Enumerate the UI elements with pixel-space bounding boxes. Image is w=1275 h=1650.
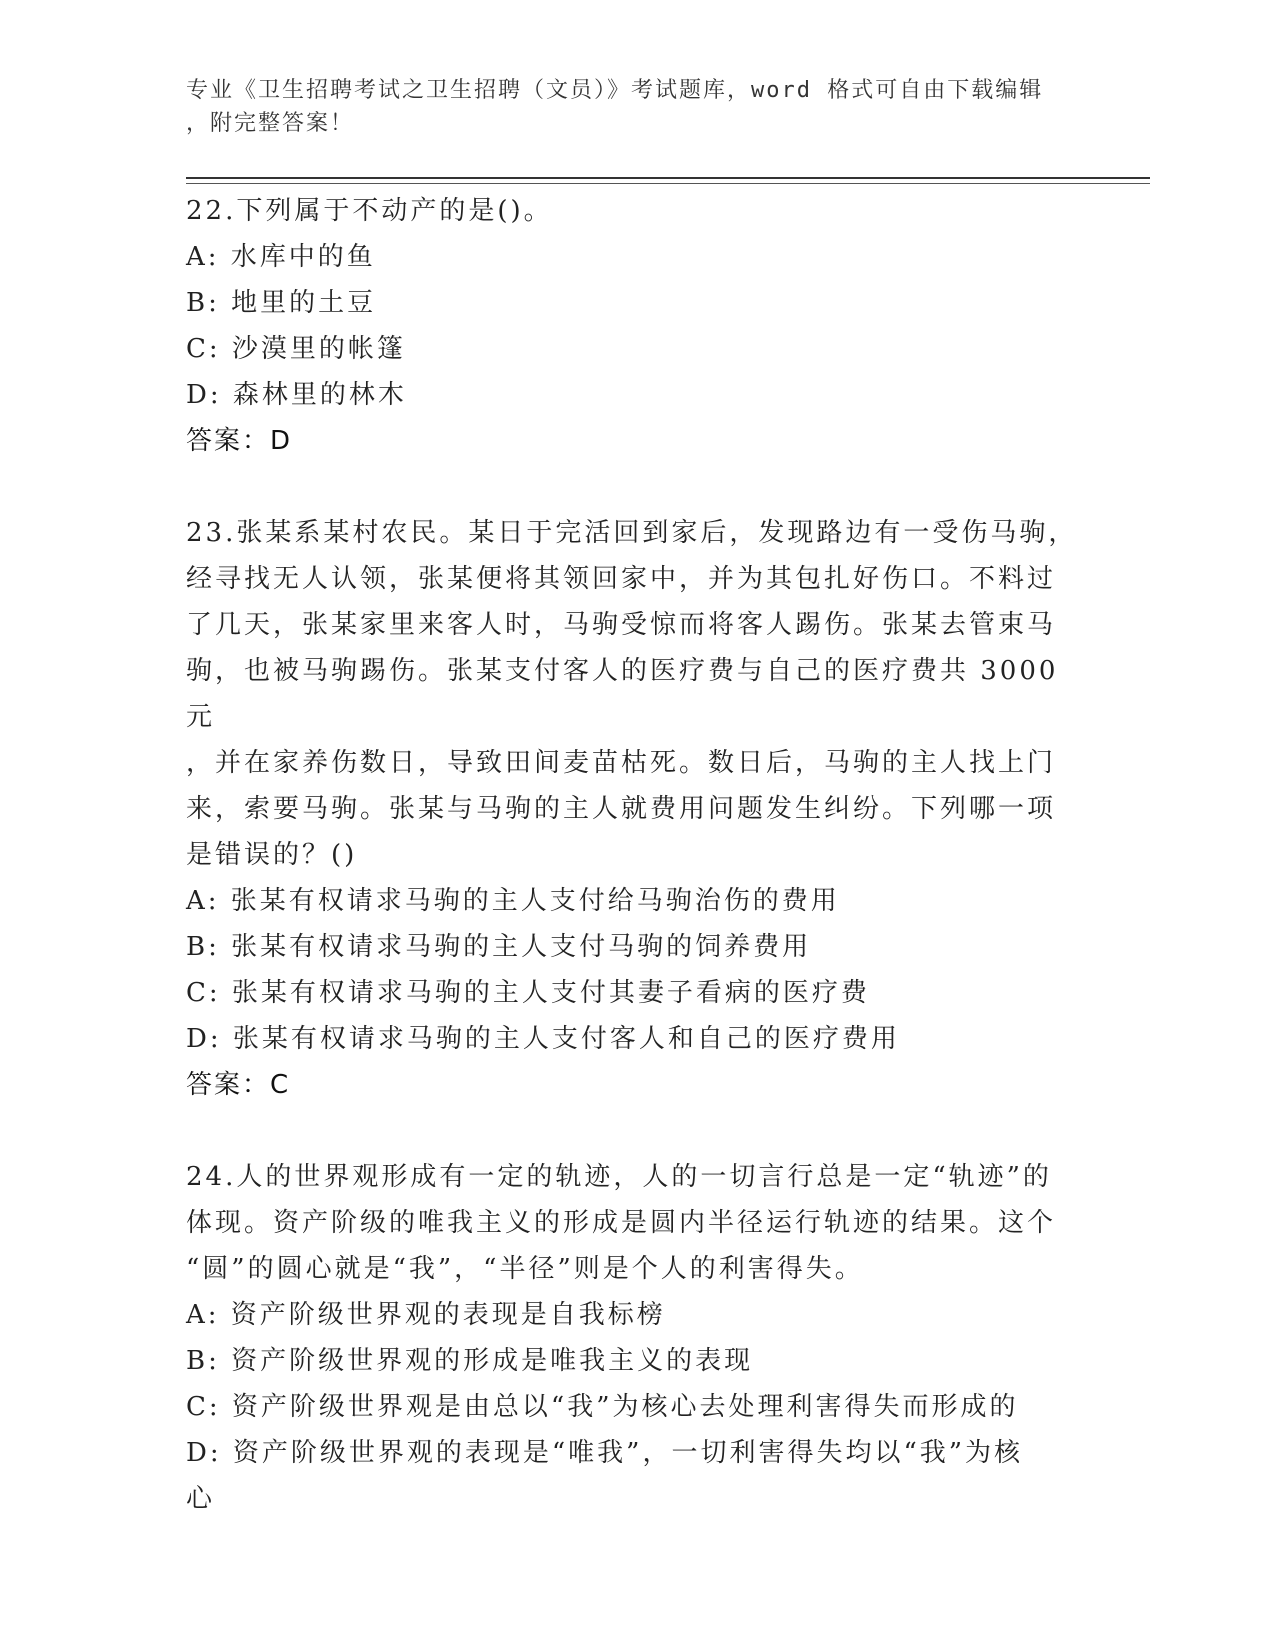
option-c: C: 张某有权请求马驹的主人支付其妻子看病的医疗费 bbox=[186, 978, 870, 1008]
question-22 bbox=[186, 188, 1086, 464]
question-stem-line: 了几天，张某家里来客人时，马驹受惊而将客人踢伤。张某去管束马 bbox=[186, 610, 1057, 640]
answer-text: 答案：C bbox=[186, 1070, 291, 1100]
header-line-2: ，附完整答案！ bbox=[186, 111, 355, 136]
option-b: B: 地里的土豆 bbox=[186, 288, 377, 318]
option-a: A: 资产阶级世界观的表现是自我标榜 bbox=[186, 1300, 666, 1330]
option-b: B: 张某有权请求马驹的主人支付马驹的饲养费用 bbox=[186, 932, 812, 962]
option-d: D: 资产阶级世界观的表现是“唯我”，一切利害得失均以“我”为核 bbox=[186, 1438, 1024, 1468]
option-c: C: 沙漠里的帐篷 bbox=[186, 334, 406, 364]
answer-text: 答案：D bbox=[186, 426, 293, 456]
header-divider-thick bbox=[186, 177, 1150, 179]
spacer bbox=[186, 464, 1086, 510]
option-b: B: 资产阶级世界观的形成是唯我主义的表现 bbox=[186, 1346, 754, 1376]
question-23 bbox=[186, 510, 1086, 1108]
question-stem: 22.下列属于不动产的是()。 bbox=[186, 196, 553, 226]
question-stem-line: 是错误的？() bbox=[186, 840, 358, 870]
question-stem-line: 驹，也被马驹踢伤。张某支付客人的医疗费与自己的医疗费共 3000 元 bbox=[186, 656, 1059, 732]
question-stem-line: ，并在家养伤数日，导致田间麦苗枯死。数日后，马驹的主人找上门 bbox=[186, 748, 1057, 778]
option-a: A: 水库中的鱼 bbox=[186, 242, 376, 272]
question-list bbox=[186, 188, 1086, 1522]
option-d: D: 张某有权请求马驹的主人支付客人和自己的医疗费用 bbox=[186, 1024, 900, 1054]
option-d-continued: 心 bbox=[186, 1484, 216, 1514]
question-stem-line: 24.人的世界观形成有一定的轨迹，人的一切言行总是一定“轨迹”的 bbox=[186, 1162, 1052, 1192]
option-c: C: 资产阶级世界观是由总以“我”为核心去处理利害得失而形成的 bbox=[186, 1392, 1019, 1422]
question-stem-line: 经寻找无人认领，张某便将其领回家中，并为其包扎好伤口。不料过 bbox=[186, 564, 1057, 594]
question-stem-line: 来，索要马驹。张某与马驹的主人就费用问题发生纠纷。下列哪一项 bbox=[186, 794, 1057, 824]
spacer bbox=[186, 1108, 1086, 1154]
option-d: D: 森林里的林木 bbox=[186, 380, 407, 410]
question-stem-line: 体现。资产阶级的唯我主义的形成是圆内半径运行轨迹的结果。这个 bbox=[186, 1208, 1057, 1238]
question-stem-line: 23.张某系某村农民。某日于完活回到家后，发现路边有一受伤马驹， bbox=[186, 518, 1078, 548]
header-line-1: 专业《卫生招聘考试之卫生招聘（文员）》考试题库，word 格式可自由下载编辑 bbox=[186, 78, 1044, 103]
document-header bbox=[186, 74, 1086, 140]
question-24 bbox=[186, 1154, 1086, 1522]
header-divider-thin bbox=[186, 183, 1150, 184]
question-stem-line: “圆”的圆心就是“我”，“半径”则是个人的利害得失。 bbox=[186, 1254, 864, 1284]
option-a: A: 张某有权请求马驹的主人支付给马驹治伤的费用 bbox=[186, 886, 840, 916]
